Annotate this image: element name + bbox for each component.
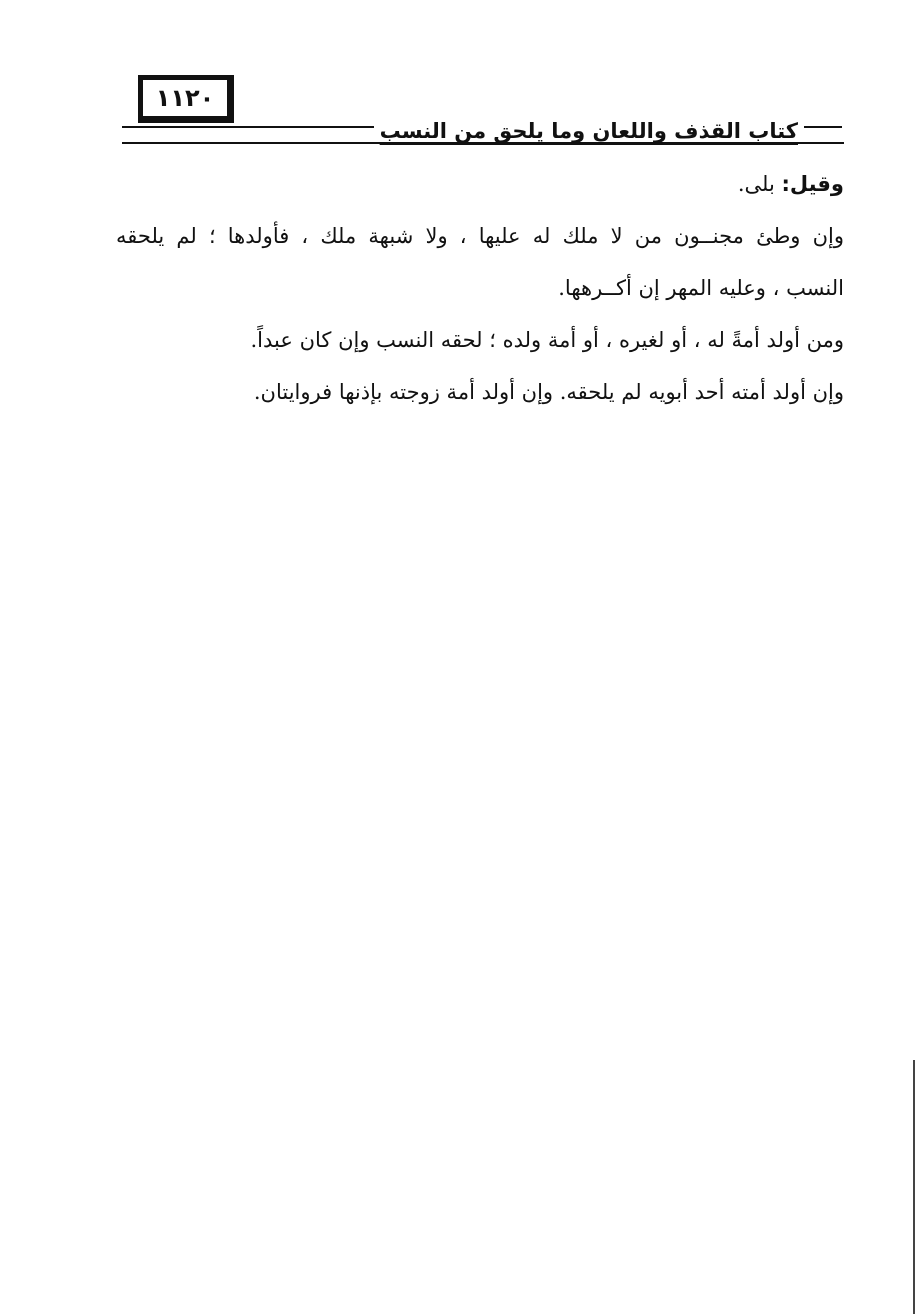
- paragraph-1: [116, 158, 844, 210]
- paragraph-2-line-1: وإن وطئ مجنــون من لا ملك له عليها ، ولا شبهة ملك ، فأولدها ؛ لم يلحقه: [116, 224, 844, 248]
- page-number: ١١٢٠: [155, 84, 215, 112]
- header-rule-right: [804, 126, 842, 128]
- paragraph-1-label: وقيل:: [781, 172, 844, 196]
- scan-edge-line: [913, 1060, 915, 1314]
- paragraph-3: ومن أولد أمةً له ، أو لغيره ، أو أمة ولده ؛ لحقه النسب وإن كان عبداً.: [250, 328, 844, 352]
- paragraph-1-text: بلى.: [737, 172, 782, 196]
- header-divider: [122, 142, 844, 144]
- paragraph-2-line-2: النسب ، وعليه المهر إن أكــرهها.: [558, 276, 844, 300]
- running-title: كتاب القذف واللعان وما يلحق من النسب: [379, 119, 798, 143]
- header-rule-left: [122, 126, 374, 128]
- paragraph-4: وإن أولد أمته أحد أبويه لم يلحقه. وإن أولد أمة زوجته بإذنها فروايتان.: [253, 380, 844, 404]
- running-header: [122, 110, 842, 142]
- body-text: [116, 158, 844, 418]
